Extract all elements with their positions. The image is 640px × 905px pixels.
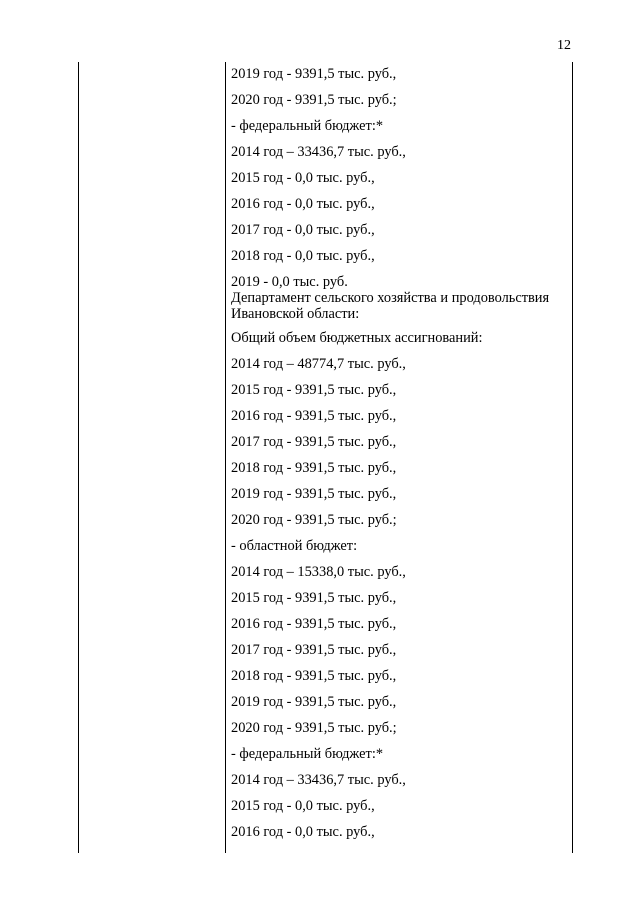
budget-line: 2020 год - 9391,5 тыс. руб.;: [231, 512, 397, 528]
budget-line: 2016 год - 0,0 тыс. руб.,: [231, 196, 375, 212]
budget-line: 2019 год - 9391,5 тыс. руб.,: [231, 66, 397, 82]
budget-line: 2019 - 0,0 тыс. руб.: [231, 274, 348, 290]
budget-line: - федеральный бюджет:*: [231, 746, 384, 762]
budget-line: 2014 год – 33436,7 тыс. руб.,: [231, 772, 406, 788]
budget-line: 2015 год - 9391,5 тыс. руб.,: [231, 590, 397, 606]
budget-line: 2018 год - 9391,5 тыс. руб.,: [231, 460, 397, 476]
budget-line: 2018 год - 9391,5 тыс. руб.,: [231, 668, 397, 684]
budget-line: 2019 год - 9391,5 тыс. руб.,: [231, 486, 397, 502]
table-left-border: [78, 62, 79, 853]
budget-line: 2015 год - 0,0 тыс. руб.,: [231, 170, 375, 186]
budget-line: 2016 год - 9391,5 тыс. руб.,: [231, 408, 397, 424]
department-heading: Департамент сельского хозяйства и продовольствия Ивановской области:: [231, 290, 550, 322]
budget-line: 2014 год – 33436,7 тыс. руб.,: [231, 144, 406, 160]
table-right-cell-content: [231, 66, 576, 850]
budget-line: 2017 год - 0,0 тыс. руб.,: [231, 222, 375, 238]
budget-line: 2016 год - 9391,5 тыс. руб.,: [231, 616, 397, 632]
budget-line: 2017 год - 9391,5 тыс. руб.,: [231, 434, 397, 450]
budget-line: 2018 год - 0,0 тыс. руб.,: [231, 248, 375, 264]
budget-line: Общий объем бюджетных ассигнований:: [231, 330, 483, 346]
budget-line: 2015 год - 0,0 тыс. руб.,: [231, 798, 375, 814]
budget-line: 2014 год – 15338,0 тыс. руб.,: [231, 564, 406, 580]
budget-line: 2019 год - 9391,5 тыс. руб.,: [231, 694, 397, 710]
table-column-divider: [225, 62, 226, 853]
page-number: 12: [557, 38, 571, 53]
budget-line: 2017 год - 9391,5 тыс. руб.,: [231, 642, 397, 658]
budget-line: 2020 год - 9391,5 тыс. руб.;: [231, 92, 397, 108]
budget-line: 2014 год – 48774,7 тыс. руб.,: [231, 356, 406, 372]
budget-line: 2016 год - 0,0 тыс. руб.,: [231, 824, 375, 840]
budget-line: 2020 год - 9391,5 тыс. руб.;: [231, 720, 397, 736]
budget-line: - областной бюджет:: [231, 538, 358, 554]
budget-line: 2015 год - 9391,5 тыс. руб.,: [231, 382, 397, 398]
budget-line: - федеральный бюджет:*: [231, 118, 384, 134]
